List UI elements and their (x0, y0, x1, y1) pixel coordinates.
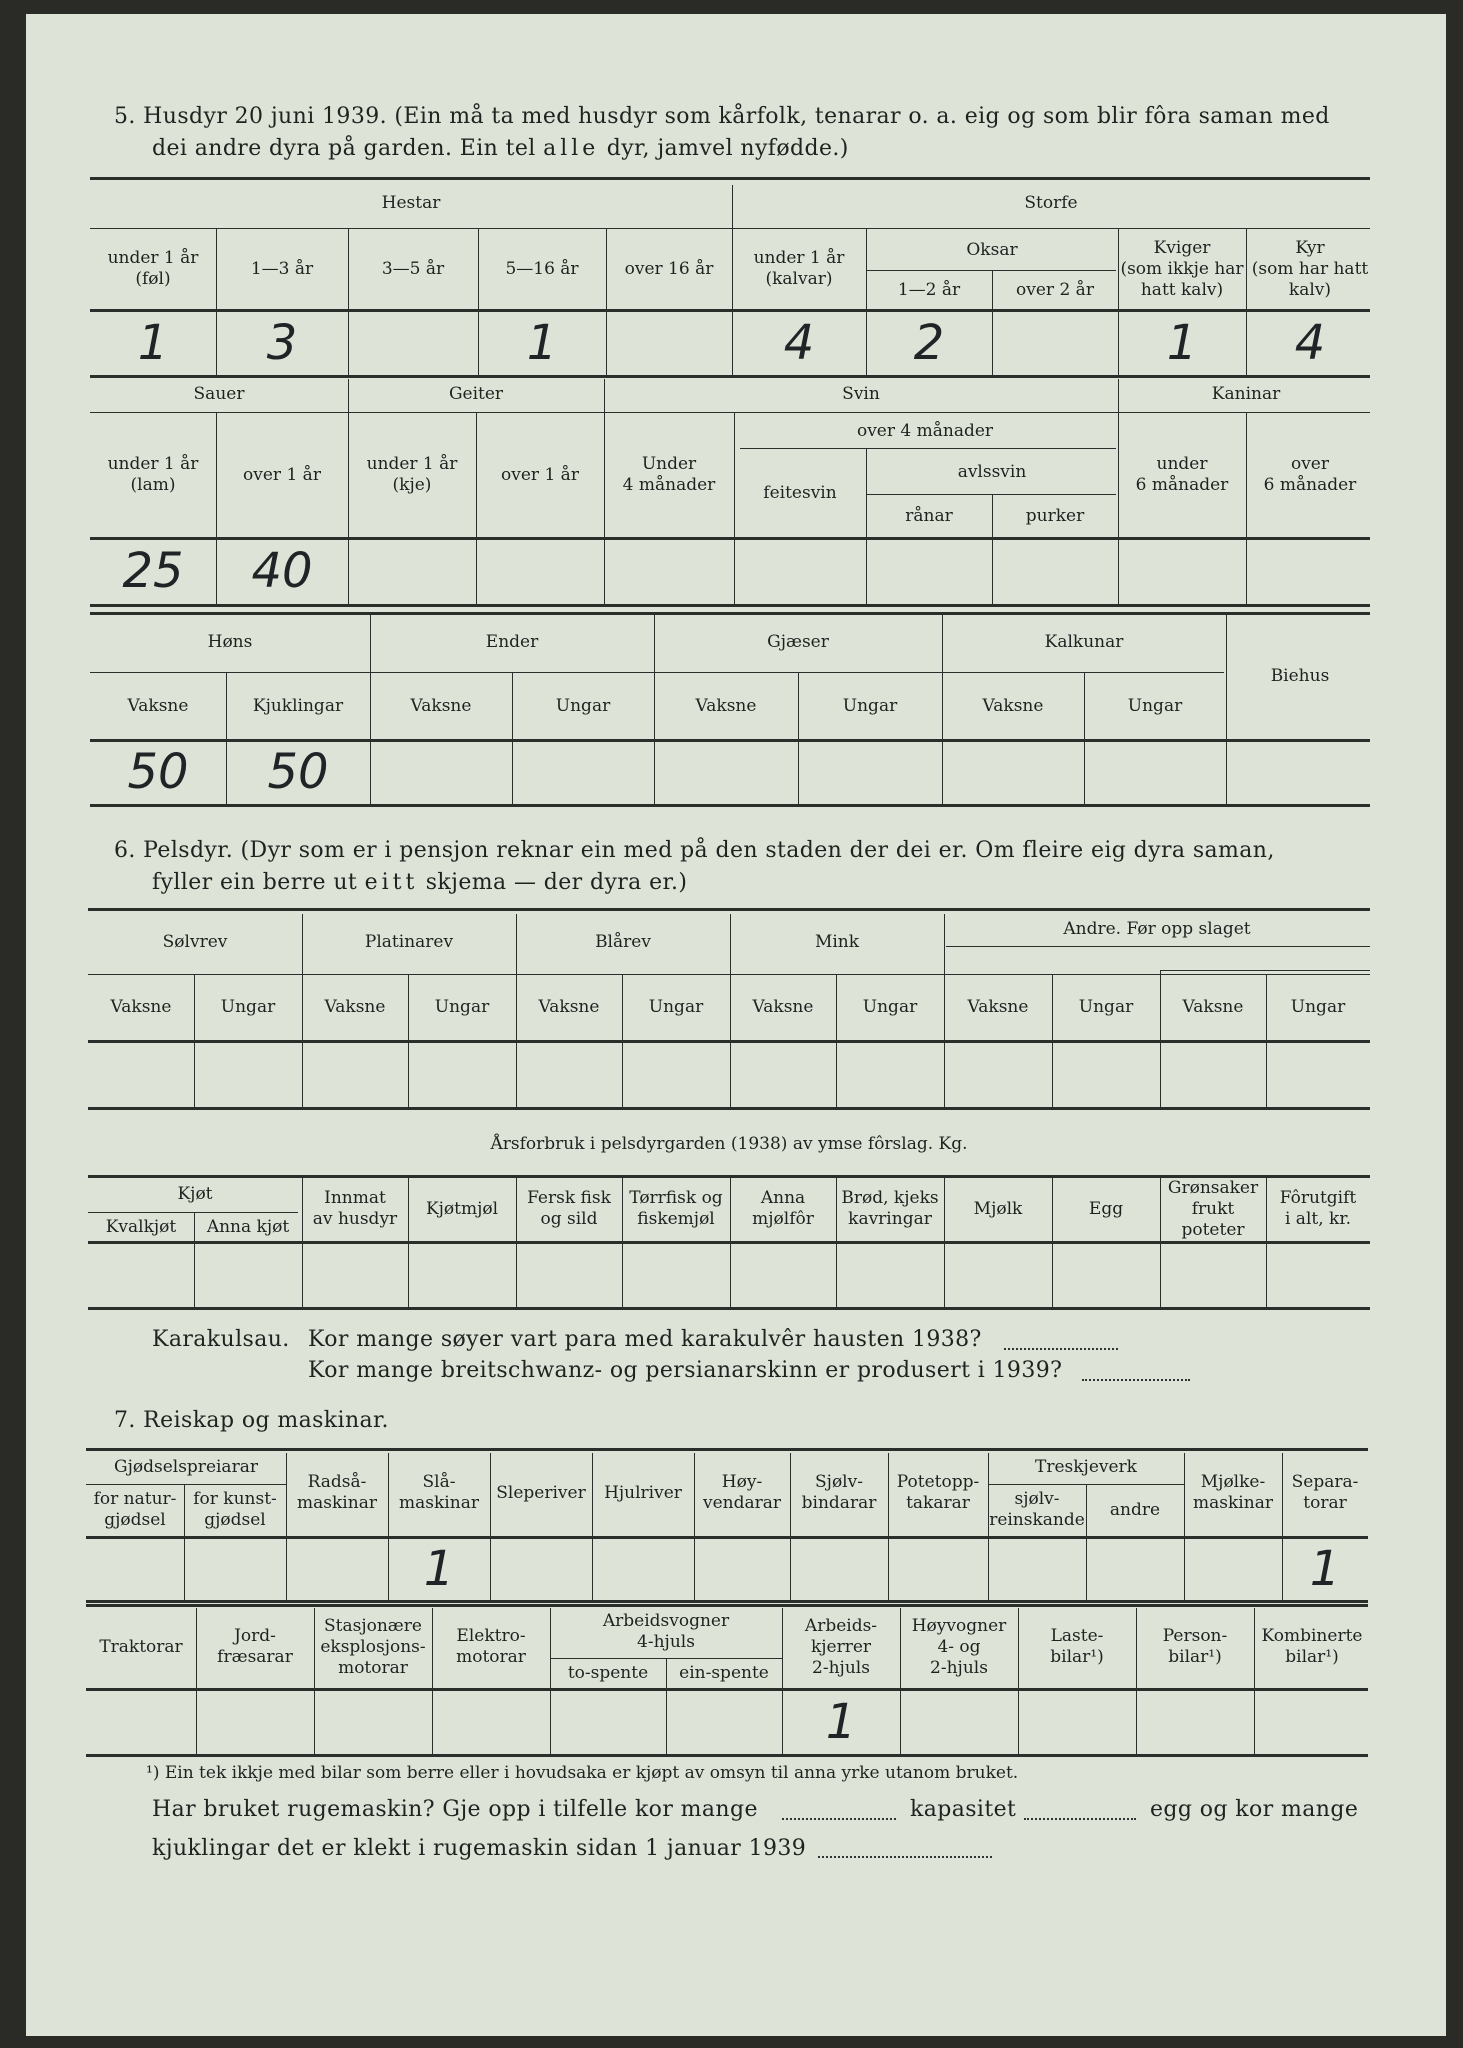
header-kalkunar: Kalkunar (1044, 631, 1124, 652)
rule (90, 412, 1370, 413)
header-ender-vaksne: Vaksne (410, 695, 472, 716)
rule (88, 1241, 1370, 1244)
header-arbeidsvogner-4-hjuls: Arbeidsvogner 4-hjuls (602, 1611, 730, 1652)
header-andre-pelsdyr: Andre. Før opp slaget (1063, 918, 1251, 939)
rule (88, 1107, 1370, 1110)
header-platinarev-vaksne: Vaksne (324, 996, 386, 1017)
header-ein-spente: ein-spente (679, 1663, 769, 1683)
header-andre2-vaksne: Vaksne (1182, 996, 1244, 1017)
header-anna-mjolfor: Anna mjølfôr (752, 1188, 814, 1229)
rule (90, 672, 1224, 673)
rule (88, 908, 1370, 911)
header-potetopptakarar: Potetopp- takarar (896, 1472, 980, 1513)
rugemaskin-hatched-field[interactable] (818, 1856, 992, 1858)
header-gjodselspreiarar: Gjødselspreiarar (114, 1456, 258, 1477)
rugemaskin-question-line2: kjuklingar det er klekt i rugemaskin sidan 1 januar 1939 (152, 1836, 807, 1861)
value-hest-over-16 (606, 312, 732, 374)
header-kombinerte-bilar: Kombinerte bilar¹) (1261, 1626, 1363, 1667)
header-sauer: Sauer (193, 384, 245, 404)
header-kanin-under-6: under 6 månader (1135, 454, 1229, 495)
header-hest-1-3: 1—3 år (250, 258, 314, 279)
header-kviger: Kviger (som ikkje har hatt kalv) (1120, 237, 1244, 300)
value-oksar-over-2 (992, 312, 1118, 374)
rugemaskin-question-part2: kapasitet (910, 1797, 1017, 1822)
header-blaarev-vaksne: Vaksne (538, 996, 600, 1017)
header-jordfresarar: Jord- fræsarar (217, 1626, 293, 1667)
forbruk-title: Årsforbruk i pelsdyrgarden (1938) av ymse fôrslag. Kg. (490, 1133, 968, 1154)
header-hest-over-16: over 16 år (624, 258, 714, 279)
section6-intro-line1: 6. Pelsdyr. (Dyr som er i pensjon reknar ein med på den staden der dei er. Om fleire eig dyra saman, (114, 838, 1275, 863)
header-kanin-over-6: over 6 månader (1263, 454, 1357, 495)
header-brod: Brød, kjeks kavringar (841, 1188, 939, 1229)
header-kje: under 1 år (kje) (366, 454, 458, 495)
header-hons: Høns (207, 631, 253, 652)
header-kalkunar-vaksne: Vaksne (982, 695, 1044, 716)
header-mink-vaksne: Vaksne (752, 996, 814, 1017)
rule (86, 1536, 1368, 1539)
rule (90, 228, 1370, 229)
rugemaskin-capacity-field[interactable] (1024, 1818, 1136, 1820)
header-platinarev-ungar: Ungar (434, 996, 490, 1017)
header-to-spente: to-spente (567, 1663, 649, 1683)
header-hoyvogner: Høyvogner 4- og 2-hjuls (911, 1615, 1007, 1678)
header-hjulriver: Hjulriver (604, 1482, 682, 1503)
header-treskjeverk: Treskjeverk (1035, 1456, 1137, 1477)
value-kalvar: 4 (783, 315, 815, 371)
karakulsau-question-1: Kor mange søyer vart para med karakulvêr hausten 1938? (308, 1327, 982, 1352)
header-feitesvin: feitesvin (763, 482, 837, 503)
value-oksar-1-2: 2 (913, 315, 945, 371)
header-raanar: rånar (905, 505, 953, 526)
header-biehus: Biehus (1270, 665, 1330, 686)
karakulsau-label: Karakulsau. (152, 1327, 290, 1352)
header-kaninar: Kaninar (1211, 384, 1281, 404)
header-ender-ungar: Ungar (555, 695, 611, 716)
rule (86, 1688, 1368, 1691)
rule (86, 1484, 286, 1485)
header-andre1-vaksne: Vaksne (967, 996, 1029, 1017)
value-hest-3-5 (348, 312, 478, 374)
header-oksar-over-2: over 2 år (1016, 279, 1094, 300)
header-for-kunstgjodsel: for kunst- gjødsel (193, 1489, 277, 1530)
header-hoyvendarar: Høy- vendarar (702, 1472, 782, 1513)
rule (88, 974, 1370, 975)
header-egg: Egg (1088, 1198, 1124, 1219)
header-mink-ungar: Ungar (862, 996, 918, 1017)
header-platinarev: Platinarev (364, 931, 454, 952)
rule (88, 1040, 1370, 1043)
header-blaarev: Blårev (595, 931, 651, 952)
header-blaarev-ungar: Ungar (648, 996, 704, 1017)
header-solvrev-vaksne: Vaksne (110, 996, 172, 1017)
header-hons-vaksne: Vaksne (127, 695, 189, 716)
header-hest-3-5: 3—5 år (381, 258, 445, 279)
header-andre1-ungar: Ungar (1078, 996, 1134, 1017)
rule (740, 448, 1116, 449)
value-hest-under-1: 1 (137, 315, 169, 371)
header-solvrev: Sølvrev (162, 931, 228, 952)
rule (90, 804, 1370, 807)
header-arbeidskjerrer: Arbeids- kjerrer 2-hjuls (804, 1615, 878, 1678)
header-elektromotorar: Elektro- motorar (456, 1626, 526, 1667)
header-sau-over-1: over 1 år (243, 464, 321, 485)
rugemaskin-count-field[interactable] (782, 1818, 896, 1820)
value-lam: 25 (122, 543, 184, 599)
rule (88, 1307, 1370, 1310)
header-kalkunar-ungar: Ungar (1127, 695, 1183, 716)
rule (90, 604, 1370, 607)
header-innmat: Innmat av husdyr (312, 1188, 398, 1229)
header-hest-under-1: under 1 år (føl) (107, 248, 199, 289)
header-sleperiver: Sleperiver (496, 1482, 586, 1503)
rule (86, 1448, 1368, 1451)
header-geiter: Geiter (448, 384, 504, 404)
header-traktorar: Traktorar (99, 1636, 183, 1657)
header-kjot: Kjøt (177, 1183, 213, 1204)
header-fersk-fisk: Fersk fisk og sild (527, 1188, 611, 1229)
header-hons-kjuklingar: Kjuklingar (252, 695, 344, 716)
rule (1160, 970, 1370, 971)
header-lam: under 1 år (lam) (107, 454, 199, 495)
header-sjolvreinskande: sjølv- reinskande (989, 1489, 1085, 1530)
rule (88, 1212, 298, 1213)
header-ender: Ender (485, 631, 539, 652)
header-kvalkjot: Kvalkjøt (105, 1216, 177, 1237)
section7-title: 7. Reiskap og maskinar. (114, 1408, 389, 1433)
header-sjolvbindarar: Sjølv- bindarar (801, 1472, 877, 1513)
header-hest-5-16: 5—16 år (505, 258, 579, 279)
header-treskjeverk-andre: andre (1109, 1499, 1161, 1520)
header-storfe: Storfe (1024, 192, 1078, 213)
header-radsaamaskinar: Radså- maskinar (297, 1472, 377, 1513)
header-oksar: Oksar (966, 239, 1018, 260)
rule (946, 946, 1370, 947)
header-stasjonaere-motorar: Stasjonære eksplosjons- motorar (320, 1615, 426, 1678)
value-separatorar: 1 (1309, 1541, 1341, 1597)
footnote: ¹) Ein tek ikkje med bilar som berre eller i hovudsaka er kjøpt av omsyn til anna yrke utanom bruket. (146, 1763, 1019, 1783)
karakulsau-question-2: Kor mange breitschwanz- og persianarskinn er produsert i 1939? (308, 1358, 1063, 1383)
value-kviger: 1 (1166, 315, 1198, 371)
header-mjolk: Mjølk (973, 1198, 1023, 1219)
header-mink: Mink (814, 931, 860, 952)
section5-intro-line1: 5. Husdyr 20 juni 1939. (Ein må ta med husdyr som kårfolk, tenarar o. a. eig og som blir fôra saman med (114, 104, 1330, 129)
value-slaamaskinar: 1 (423, 1541, 455, 1597)
header-personbilar: Person- bilar¹) (1162, 1626, 1228, 1667)
rule (86, 1754, 1368, 1757)
rule (86, 1600, 1368, 1603)
rugemaskin-question-part1: Har bruket rugemaskin? Gje opp i tilfelle kor mange (152, 1797, 758, 1822)
header-for-naturgjodsel: for natur- gjødsel (93, 1489, 177, 1530)
header-gjaeser-ungar: Ungar (842, 695, 898, 716)
header-kyr: Kyr (som har hatt kalv) (1251, 237, 1369, 300)
karakulsau-answer-1-field[interactable] (1004, 1348, 1118, 1350)
header-torrfisk: Tørrfisk og fiskemjøl (629, 1188, 723, 1229)
section5-intro-line2: dei andre dyra på garden. Ein tel alle dyr, jamvel nyfødde.) (152, 136, 849, 161)
value-hons-vaksne: 50 (127, 744, 189, 800)
karakulsau-answer-2-field[interactable] (1082, 1379, 1190, 1381)
rule (86, 1604, 1368, 1607)
header-slaamaskinar: Slå- maskinar (399, 1472, 479, 1513)
header-svin: Svin (842, 384, 880, 404)
header-separatorar: Separa- torar (1291, 1472, 1359, 1513)
header-mjolkemaskinar: Mjølke- maskinar (1193, 1472, 1273, 1513)
value-sau-over-1: 40 (251, 543, 313, 599)
section6-intro-line2: fyller ein berre ut eitt skjema — der dyra er.) (152, 870, 688, 895)
header-lastebilar: Laste- bilar¹) (1050, 1626, 1104, 1667)
value-kyr: 4 (1294, 315, 1326, 371)
header-solvrev-ungar: Ungar (220, 996, 276, 1017)
header-forutgift: Fôrutgift i alt, kr. (1279, 1188, 1357, 1229)
header-svin-under-4: Under 4 månader (622, 454, 716, 495)
header-anna-kjot: Anna kjøt (206, 1216, 290, 1237)
rule (866, 494, 1116, 495)
header-purker: purker (1025, 505, 1085, 526)
header-svin-over-4: over 4 månader (856, 420, 994, 441)
header-gjaeser-vaksne: Vaksne (695, 695, 757, 716)
value-hest-5-16: 1 (526, 315, 558, 371)
header-kjotmjol: Kjøtmjøl (425, 1198, 499, 1219)
header-oksar-1-2: 1—2 år (897, 279, 961, 300)
value-hest-1-3: 3 (266, 315, 298, 371)
header-hestar: Hestar (381, 192, 441, 213)
value-arbeidskjerrer: 1 (825, 1694, 857, 1750)
header-geit-over-1: over 1 år (501, 464, 579, 485)
header-gronsaker: Grønsaker frukt poteter (1167, 1177, 1259, 1240)
rugemaskin-question-part3: egg og kor mange (1150, 1797, 1359, 1822)
header-avlssvin: avlssvin (957, 461, 1027, 482)
header-storfe-under-1: under 1 år (kalvar) (753, 248, 845, 289)
header-gjaeser: Gjæser (767, 631, 829, 652)
value-hons-kjuklingar: 50 (267, 744, 329, 800)
header-andre2-ungar: Ungar (1290, 996, 1346, 1017)
